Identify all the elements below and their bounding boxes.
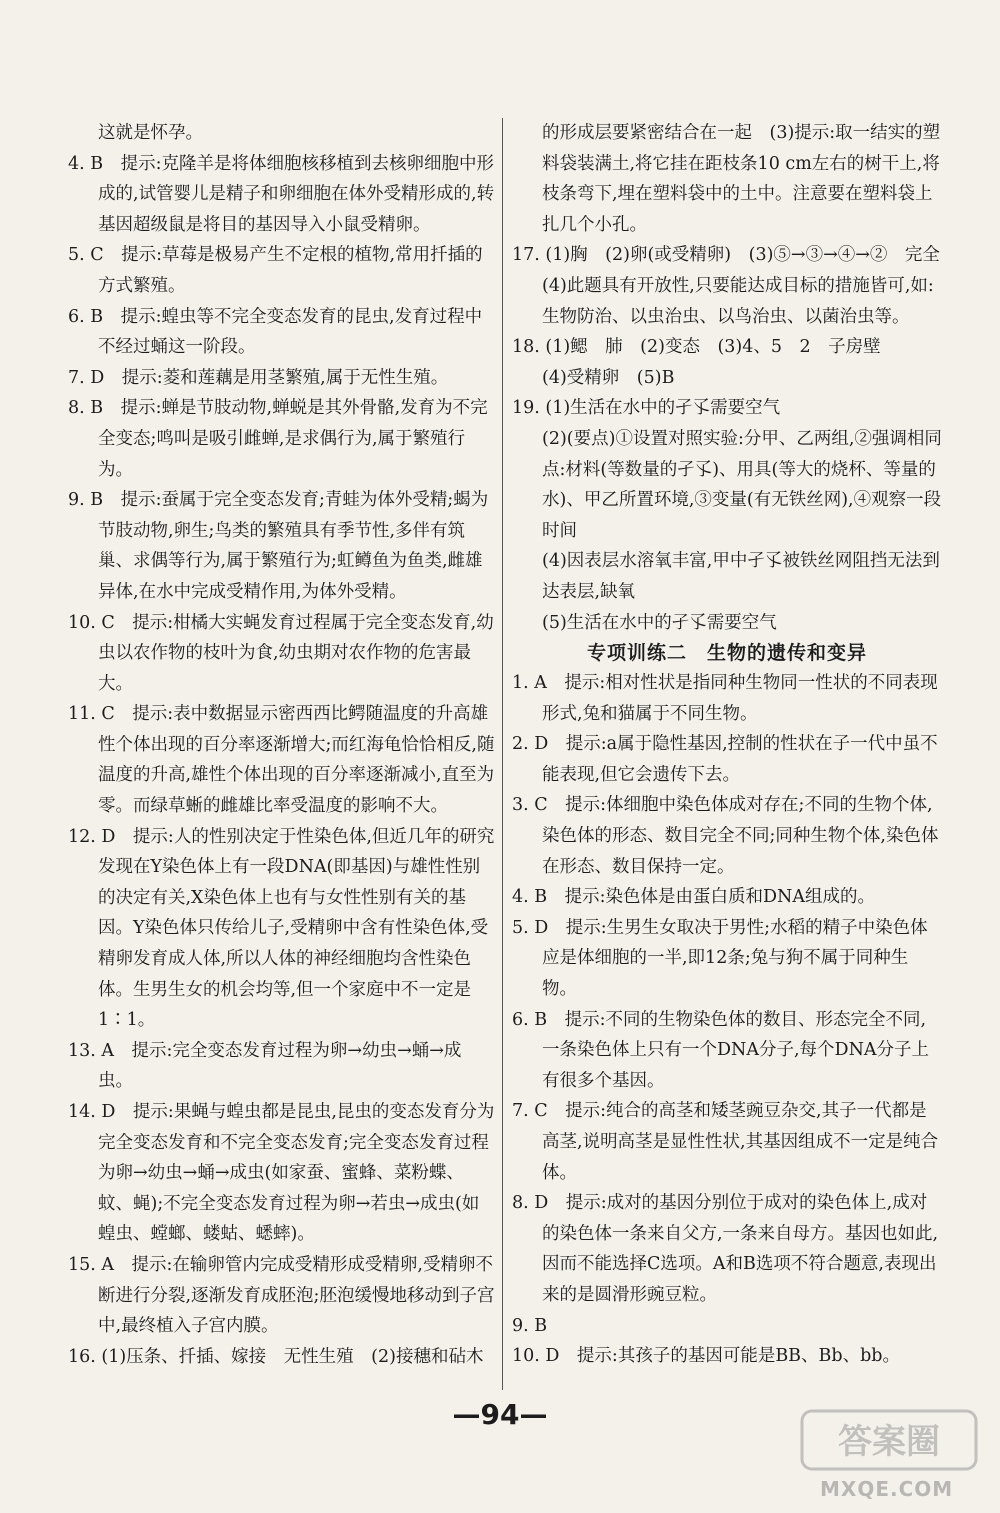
answer-item: 17. (1)胸 (2)卵(或受精卵) (3)⑤→③→④→② 完全 (4)此题具有开放性,只要能达成目标的措施皆可,如:生物防治、以虫治虫、以鸟治虫、以菌治虫等。 <box>512 245 958 327</box>
answer-item: 5. D 提示:生男生女取决于男性;水稻的精子中染色体应是体细胞的一半,即12条;兔与狗不属于同种生物。 <box>512 917 928 1000</box>
answer-item: 6. B 提示:不同的生物染色体的数目、形态完全不同,一条染色体上只有一个DNA分子,每个DNA分子上有很多个基因。 <box>512 1009 930 1091</box>
answer-item: 9. B 提示:蚕属于完全变态发育;青蛙为体外受精;蝎为节肢动物,卵生;鸟类的繁殖具有季节性,多伴有筑巢、求偶等行为,属于繁殖行为;虹鳟鱼为鱼类,雌雄异体,在水中完成受精作用,为体外受精。 <box>68 490 489 602</box>
answer-item: 11. C 提示:表中数据显示密西西比鳄随温度的升高雄性个体出现的百分率逐渐增大;而红海龟恰恰相反,随温度的升高,雄性个体出现的百分率逐渐减小,直至为零。而绿草蜥的雌雄比率受温度的影响不大。 <box>68 704 495 817</box>
answer-item: 16. (1)压条、扦插、嫁接 无性生殖 (2)接穗和砧木 <box>68 1346 484 1367</box>
answer-continuation: 的形成层要紧密结合在一起 (3)提示:取一结实的塑料袋装满土,将它挂在距枝条10 cm左右的树干上,将枝条弯下,埋在塑料袋中的土中。注意要在塑料袋上扎几个小孔。 <box>542 123 941 235</box>
column-divider <box>502 118 503 1390</box>
right-column-bottom-answers <box>512 668 942 1372</box>
page-number: —94— <box>452 1398 548 1431</box>
answer-item: 7. D 提示:菱和莲藕是用茎繁殖,属于无性生殖。 <box>68 367 449 388</box>
answer-item: 10. D 提示:其孩子的基因可能是BB、Bb、bb。 <box>512 1346 901 1367</box>
answer-item: 4. B 提示:克隆羊是将体细胞核移植到去核卵细胞中形成的,试管婴儿是精子和卵细胞在体外受精形成的,转基因超级鼠是将目的基因导入小鼠受精卵。 <box>68 153 495 235</box>
answer-item: 7. C 提示:纯合的高茎和矮茎豌豆杂交,其子一代都是高茎,说明高茎是显性性状,其基因组成不一定是纯合体。 <box>512 1101 939 1183</box>
answer-item: 1. A 提示:相对性状是指同种生物同一性状的不同表现形式,兔和猫属于不同生物。 <box>512 673 938 724</box>
answer-continuation: (2)(要点)①设置对照实验:分甲、乙两组,②强调相同点:材料(等数量的孑孓)、用具(等大的烧杯、等量的水)、甲乙所置环境,③变量(有无铁丝网),④观察一段时间 <box>542 428 942 541</box>
watermark-logo <box>794 1405 984 1505</box>
answer-item: 9. B <box>512 1315 548 1336</box>
answer-continuation: (4)受精卵 (5)B <box>542 367 675 388</box>
right-column <box>512 118 958 1372</box>
answer-item: 3. C 提示:体细胞中染色体成对存在;不同的生物个体,染色体的形态、数目完全不同;同种生物个体,染色体在形态、数目保持一定。 <box>512 795 939 877</box>
answer-item: 4. B 提示:染色体是由蛋白质和DNA组成的。 <box>512 887 875 908</box>
answer-item: 12. D 提示:人的性别决定于性染色体,但近几年的研究发现在Y染色体上有一段DNA(即基因)与雄性性别的决定有关,X染色体上也有与女性性别有关的基因。Y染色体只传给儿子,受精卵中含有性染色体,受精卵发育成人体,所以人体的神经细胞均含性染色体。生男生女的机会均等,但一个家庭中不一定是1∶1。 <box>68 826 495 1031</box>
watermark-site-text: MXQE.COM <box>820 1477 954 1501</box>
answer-item: 14. D 提示:果蝇与蝗虫都是昆虫,昆虫的变态发育分为完全变态发育和不完全变态发育;完全变态发育过程为卵→幼虫→蛹→成虫(如家蚕、蜜蜂、菜粉蝶、蚊、蝇);不完全变态发育过程为卵→若虫→成虫(如蝗虫、螳螂、蝼蛄、蟋蟀)。 <box>68 1102 495 1245</box>
section-title: 专项训练二 生物的遗传和变异 <box>586 642 867 665</box>
answer-item: 8. D 提示:成对的基因分别位于成对的染色体上,成对的染色体一条来自父方,一条来自母方。基因也如此,因而不能选择C选项。A和B选项不符合题意,表现出来的是圆滑形豌豆粒。 <box>512 1193 939 1305</box>
answer-item: 6. B 提示:蝗虫等不完全变态发育的昆虫,发育过程中不经过蛹这一阶段。 <box>68 306 483 358</box>
answer-item: 18. (1)鳃 肺 (2)变态 (3)4、5 2 子房壁 <box>512 337 881 358</box>
answer-continuation: 这就是怀孕。 <box>98 123 203 143</box>
answer-item: 10. C 提示:柑橘大实蝇发育过程属于完全变态发育,幼虫以农作物的枝叶为食,幼虫期对农作物的危害最大。 <box>68 612 494 694</box>
answer-item: 8. B 提示:蝉是节肢动物,蝉蜕是其外骨骼,发育为不完全变态;鸣叫是吸引雌蝉,是求偶行为,属于繁殖行为。 <box>68 398 488 480</box>
answer-item: 2. D 提示:a属于隐性基因,控制的性状在子一代中虽不能表现,但它会遗传下去。 <box>512 734 938 785</box>
answer-item: 5. C 提示:草莓是极易产生不定根的植物,常用扦插的方式繁殖。 <box>68 245 483 296</box>
answer-item: 15. A 提示:在输卵管内完成受精形成受精卵,受精卵不断进行分裂,逐渐发育成胚泡;胚泡缓慢地移动到子宫中,最终植入子宫内膜。 <box>68 1254 495 1337</box>
answer-continuation: (4)因表层水溶氧丰富,甲中孑孓被铁丝网阻挡无法到达表层,缺氧 <box>542 551 940 602</box>
answer-item: 13. A 提示:完全变态发育过程为卵→幼虫→蛹→成虫。 <box>68 1040 462 1092</box>
watermark-logo-text: 答案圈 <box>838 1422 940 1462</box>
left-column <box>68 118 496 1372</box>
right-column-top-answers <box>512 118 958 638</box>
answer-item: 19. (1)生活在水中的孑孓需要空气 <box>512 398 781 419</box>
answer-continuation: (5)生活在水中的孑孓需要空气 <box>542 612 777 633</box>
